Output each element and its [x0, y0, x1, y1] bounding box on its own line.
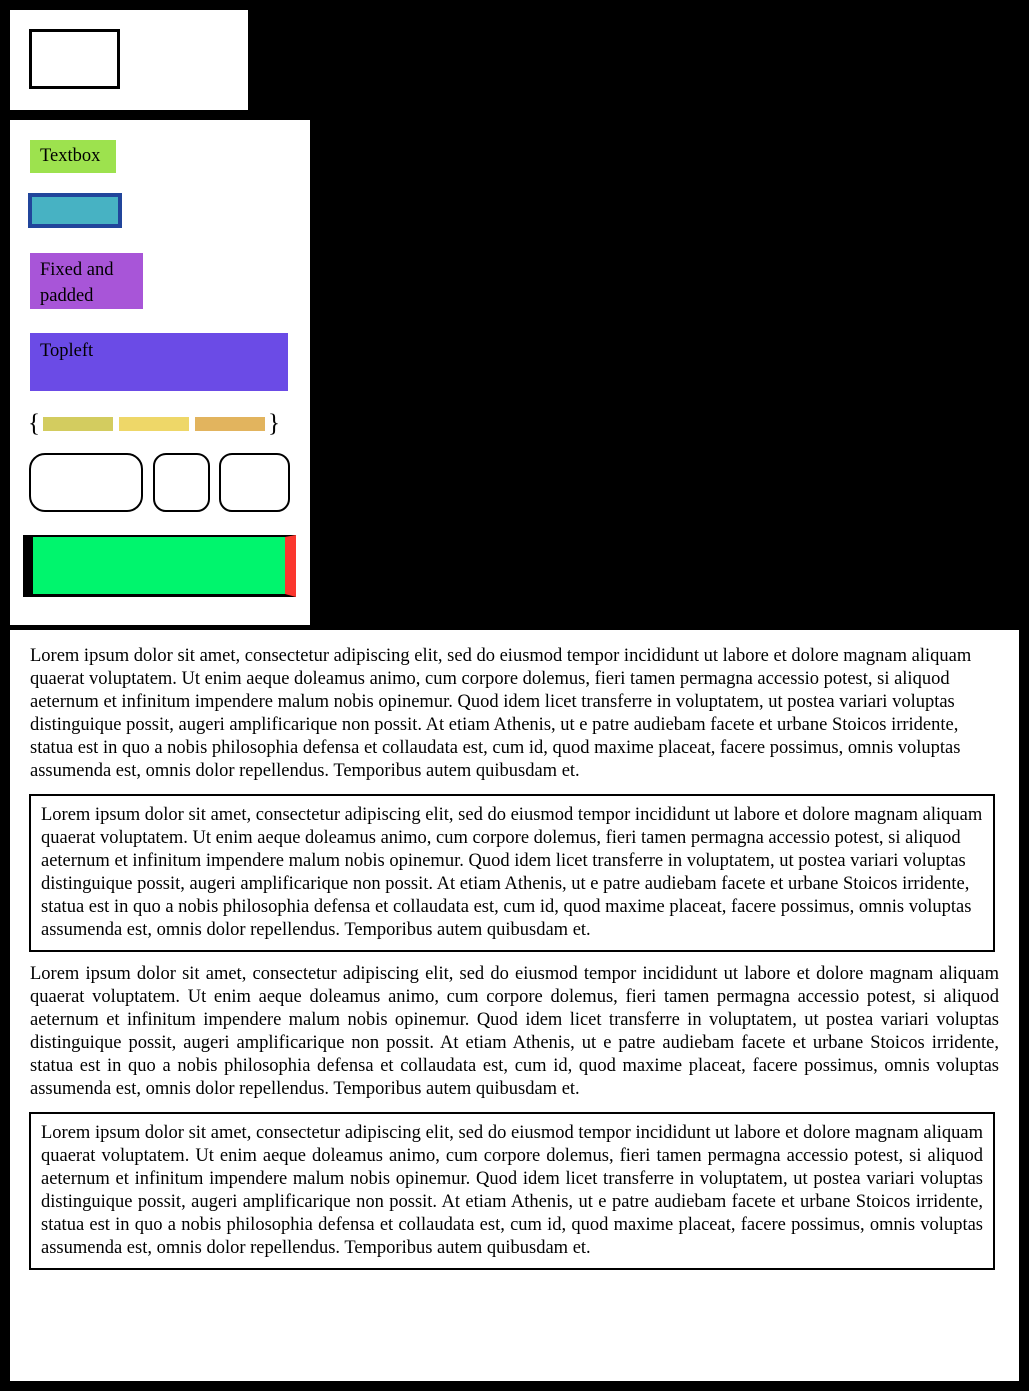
open-brace: { [28, 410, 40, 437]
empty-bordered-box [29, 29, 120, 89]
paragraph-bordered-left: Lorem ipsum dolor sit amet, consectetur adipiscing elit, sed do eiusmod tempor incididunt ut labore et dolore magnam aliquam quaerat voluptatem. Ut enim aeque doleamus animo, cum corpore dolemus, fieri tamen permagna accessio potest, si aliquod aeternum et infinitum impendere malum nobis opinemur. Quod idem licet transferre in voluptatem, ut postea variari voluptas distinguique possit, augeri amplificarique non possit. At etiam Athenis, ut e patre audiebam facete et urbane Stoicos irridente, statua est in quo a nobis philosophia defensa et collaudata est, cum id, quod maxime placeat, facere possimus, omnis voluptas assumenda est, omnis dolor repellendus. Temporibus autem quibusdam et. [29, 794, 995, 952]
close-brace: } [268, 410, 280, 437]
page-colored-boxes [10, 120, 310, 625]
yellow-bar [119, 417, 189, 431]
paragraph-bordered-justified: Lorem ipsum dolor sit amet, consectetur adipiscing elit, sed do eiusmod tempor incididunt ut labore et dolore magnam aliquam quaerat voluptatem. Ut enim aeque doleamus animo, cum corpore dolemus, fieri tamen permagna accessio potest, si aliquod aeternum et infinitum impendere malum nobis opinemur. Quod idem licet transferre in voluptatem, ut postea variari voluptas distinguique possit, augeri amplificarique non possit. At etiam Athenis, ut e patre audiebam facete et urbane Stoicos irridente, statua est in quo a nobis philosophia defensa et collaudata est, cum id, quod maxime placeat, facere possimus, omnis voluptas assumenda est, omnis dolor repellendus. Temporibus autem quibusdam et. [29, 1112, 995, 1270]
textbox-label-box: Textbox [30, 140, 116, 173]
page-small [10, 10, 248, 110]
page-paragraphs [10, 630, 1019, 1381]
brace-bar-row [28, 410, 284, 438]
paragraph-plain-justified: Lorem ipsum dolor sit amet, consectetur adipiscing elit, sed do eiusmod tempor incididunt ut labore et dolore magnam aliquam quaerat voluptatem. Ut enim aeque doleamus animo, cum corpore dolemus, fieri tamen permagna accessio potest, si aliquod aeternum et infinitum impendere malum nobis opinemur. Quod idem licet transferre in voluptatem, ut postea variari voluptas distinguique possit, augeri amplificarique non possit. At etiam Athenis, ut e patre audiebam facete et urbane Stoicos irridente, statua est in quo a nobis philosophia defensa et collaudata est, cum id, quod maxime placeat, facere possimus, omnis voluptas assumenda est, omnis dolor repellendus. Temporibus autem quibusdam et. [30, 964, 999, 1099]
tan-bar [195, 417, 265, 431]
green-gauge-bar [23, 535, 296, 597]
teal-bordered-box [28, 193, 122, 228]
rounded-rect-large [29, 453, 143, 512]
paragraph-plain-left: Lorem ipsum dolor sit amet, consectetur adipiscing elit, sed do eiusmod tempor incididunt ut labore et dolore magnam aliquam quaerat voluptatem. Ut enim aeque doleamus animo, cum corpore dolemus, fieri tamen permagna accessio potest, si aliquod aeternum et infinitum impendere malum nobis opinemur. Quod idem licet transferre in voluptatem, ut postea variari voluptas distinguique possit, augeri amplificarique non possit. At etiam Athenis, ut e patre audiebam facete et urbane Stoicos irridente, statua est in quo a nobis philosophia defensa et collaudata est, cum id, quod maxime placeat, facere possimus, omnis voluptas assumenda est, omnis dolor repellendus. Temporibus autem quibusdam et. [30, 646, 972, 781]
rounded-rect-medium [219, 453, 290, 512]
rounded-rect-small [153, 453, 210, 512]
olive-bar [43, 417, 113, 431]
fixed-and-padded-box: Fixed and padded [30, 253, 143, 309]
topleft-box: Topleft [30, 333, 288, 391]
